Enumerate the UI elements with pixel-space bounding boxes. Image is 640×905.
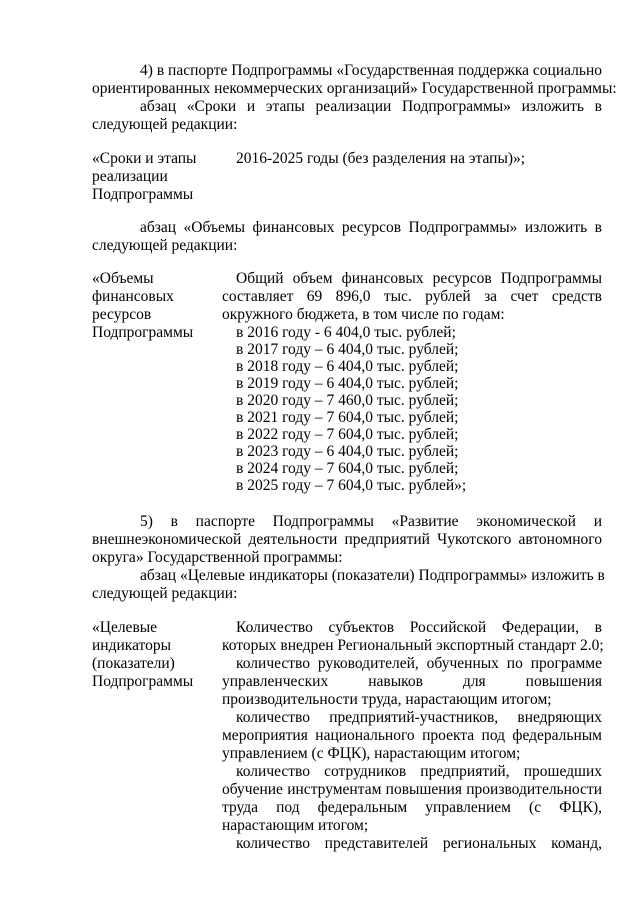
section-5-abzac-line-1: абзац «Целевые индикаторы (показатели) Подпрограммы» изложить в <box>140 567 605 584</box>
year-line-2025: в 2025 году – 7 604,0 тыс. рублей»; <box>236 477 467 494</box>
obem-label-line-2: финансовых <box>92 288 174 305</box>
indicator-4-line-4: нарастающим итогом; <box>222 817 369 834</box>
indicator-2-line-1: количество руководителей, обученных по программе <box>236 655 602 672</box>
section-5-line-2: внешнеэкономической деятельности предприятий Чукотского автономного <box>92 531 602 548</box>
indicator-3-line-1: количество предприятий-участников, внедряющих <box>236 709 602 726</box>
year-line-2021: в 2021 году – 7 604,0 тыс. рублей; <box>236 409 459 426</box>
obem-label-line-3: ресурсов <box>92 306 152 323</box>
year-line-2017: в 2017 году – 6 404,0 тыс. рублей; <box>236 341 459 358</box>
indicator-2-line-3: производительности труда, нарастающим итогом; <box>222 691 552 708</box>
section-4-abzac2-line-2: следующей редакции: <box>92 237 238 254</box>
ind-label-line-2: индикаторы <box>92 637 172 654</box>
section-4-line-2: ориентированных некоммерческих организаций» Государственной программы: <box>92 80 617 97</box>
indicator-1-line-1: Количество субъектов Российской Федерации, в <box>236 619 602 636</box>
srok-value: 2016-2025 годы (без разделения на этапы)»; <box>236 150 526 167</box>
year-line-2016: в 2016 году - 6 404,0 тыс. рублей; <box>236 324 456 341</box>
indicator-1-line-2: которых внедрен Региональный экспортный стандарт 2.0; <box>222 637 604 654</box>
obem-text-line-2: составляет 69 896,0 тыс. рублей за счет средств <box>222 288 602 305</box>
section-5-abzac-line-2: следующей редакции: <box>92 585 238 602</box>
section-5-line-3: округа» Государственной программы: <box>92 549 343 566</box>
srok-label-line-3: Подпрограммы <box>92 186 194 203</box>
indicator-3-line-2: мероприятия национального проекта под федеральным <box>222 727 602 744</box>
ind-label-line-3: (показатели) <box>92 655 175 672</box>
section-4-abzac2-line-1: абзац «Объемы финансовых ресурсов Подпрограммы» изложить в <box>140 219 602 236</box>
year-line-2019: в 2019 году – 6 404,0 тыс. рублей; <box>236 375 459 392</box>
ind-label-line-1: «Целевые <box>92 619 158 636</box>
section-4-line-1: 4) в паспорте Подпрограммы «Государственная поддержка социально <box>140 62 602 79</box>
indicator-2-line-2: управленческих навыков для повышения <box>222 673 602 690</box>
obem-text-line-1: Общий объем финансовых ресурсов Подпрограммы <box>236 270 602 287</box>
obem-label-line-4: Подпрограммы <box>92 324 194 341</box>
year-line-2023: в 2023 году – 6 404,0 тыс. рублей; <box>236 443 459 460</box>
year-line-2018: в 2018 году – 6 404,0 тыс. рублей; <box>236 358 459 375</box>
section-4-abzac-line-2: следующей редакции: <box>92 116 238 133</box>
srok-label-line-1: «Сроки и этапы <box>92 150 197 167</box>
obem-text-line-3: окружного бюджета, в том числе по годам: <box>222 306 505 323</box>
section-5-line-1: 5) в паспорте Подпрограммы «Развитие экономической и <box>140 513 602 530</box>
year-line-2024: в 2024 году – 7 604,0 тыс. рублей; <box>236 460 459 477</box>
indicator-3-line-3: управлением (с ФЦК), нарастающим итогом; <box>222 745 521 762</box>
section-4-abzac-line-1: абзац «Сроки и этапы реализации Подпрограммы» изложить в <box>140 98 602 115</box>
year-line-2022: в 2022 году – 7 604,0 тыс. рублей; <box>236 426 459 443</box>
year-line-2020: в 2020 году – 7 460,0 тыс. рублей; <box>236 392 459 409</box>
ind-label-line-4: Подпрограммы <box>92 673 194 690</box>
srok-label-line-2: реализации <box>92 168 168 185</box>
obem-label-line-1: «Объемы <box>92 270 154 287</box>
indicator-5-line-1: количество представителей региональных команд, <box>236 835 602 852</box>
indicator-4-line-3: труда под федеральным управлением (с ФЦК), <box>222 799 602 816</box>
indicator-4-line-1: количество сотрудников предприятий, прошедших <box>236 763 602 780</box>
indicator-4-line-2: обучение инструментам повышения производительности <box>222 781 602 798</box>
